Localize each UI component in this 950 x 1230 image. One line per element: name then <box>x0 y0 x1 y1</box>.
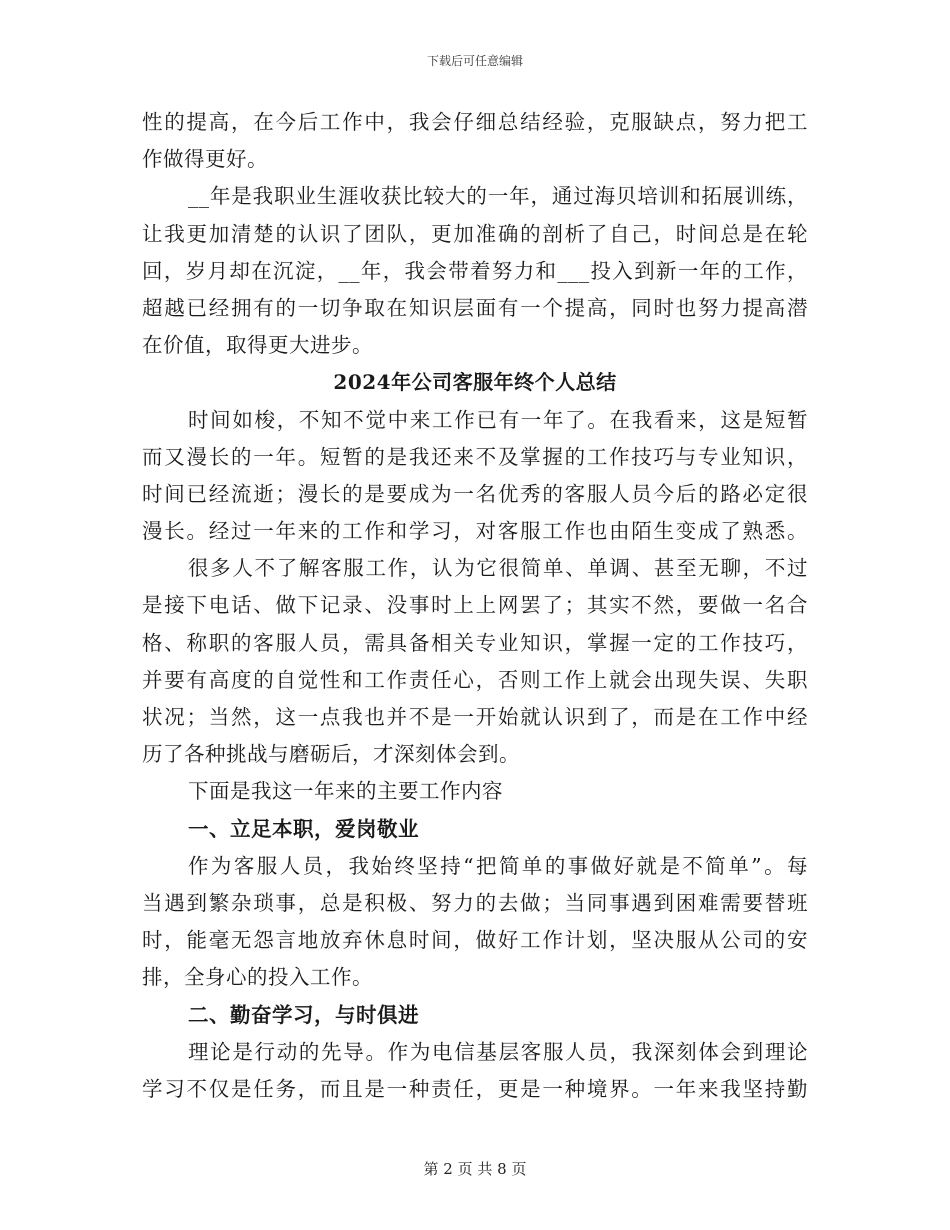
text-line: 并要有高度的自觉性和工作责任心，否则工作上就会出现失误、失职 <box>142 667 808 692</box>
text-line: 作为客服人员，我始终坚持“把简单的事做好就是不简单”。每 <box>188 853 808 878</box>
text-line: 漫长。经过一年来的工作和学习，对客服工作也由陌生变成了熟悉。 <box>142 519 808 544</box>
text-line: 回，岁月却在沉淀，__年，我会带着努力和___投入到新一年的工作， <box>142 258 808 283</box>
text-line: 格、称职的客服人员，需具备相关专业知识，掌握一定的工作技巧， <box>142 630 808 655</box>
text-line: 状况；当然，这一点我也并不是一开始就认识到了，而是在工作中经 <box>142 705 808 729</box>
text-line: 理论是行动的先导。作为电信基层客服人员，我深刻体会到理论 <box>188 1039 808 1064</box>
document-body <box>142 104 808 1108</box>
section-heading: 二、勤奋学习，与时俱进 <box>188 1002 419 1027</box>
text-line: 时间如梭，不知不觉中来工作已有一年了。在我看来，这是短暂 <box>188 407 808 432</box>
text-line: 学习不仅是任务，而且是一种责任，更是一种境界。一年来我坚持勤 <box>142 1076 808 1101</box>
text-line: 时间已经流逝；漫长的是要成为一名优秀的客服人员今后的路必定很 <box>142 481 808 506</box>
text-line: 作做得更好。 <box>142 147 268 172</box>
section-heading: 一、立足本职，爱岗敬业 <box>188 816 419 841</box>
text-line: 让我更加清楚的认识了团队，更加准确的剖析了自己，时间总是在轮 <box>142 221 808 246</box>
text-line: 性的提高，在今后工作中，我会仔细总结经验，克服缺点，努力把工 <box>142 110 808 134</box>
text-line: 而又漫长的一年。短暂的是我还来不及掌握的工作技巧与专业知识， <box>142 444 808 469</box>
text-line: 时，能毫无怨言地放弃休息时间，做好工作计划，坚决服从公司的安 <box>142 928 808 953</box>
text-line: 很多人不了解客服工作，认为它很简单、单调、甚至无聊，不过 <box>188 556 808 581</box>
text-line: 下面是我这一年来的主要工作内容 <box>188 779 503 804</box>
section-title: 2024年公司客服年终个人总结 <box>333 370 617 395</box>
text-line: 是接下电话、做下记录、没事时上上网罢了；其实不然，要做一名合 <box>142 593 808 618</box>
page-header: 下载后可任意编辑 <box>426 54 523 68</box>
page-footer: 第 2 页 共 8 页 <box>423 1160 527 1178</box>
text-line: 历了各种挑战与磨砺后，才深刻体会到。 <box>142 742 520 767</box>
text-line: 超越已经拥有的一切争取在知识层面有一个提高，同时也努力提高潜 <box>142 295 808 320</box>
text-line: 在价值，取得更大进步。 <box>142 333 373 358</box>
text-line: 排，全身心的投入工作。 <box>142 965 373 990</box>
text-line: 当遇到繁杂琐事，总是积极、努力的去做；当同事遇到困难需要替班 <box>142 890 808 915</box>
text-line: __年是我职业生涯收获比较大的一年，通过海贝培训和拓展训练， <box>188 184 808 209</box>
